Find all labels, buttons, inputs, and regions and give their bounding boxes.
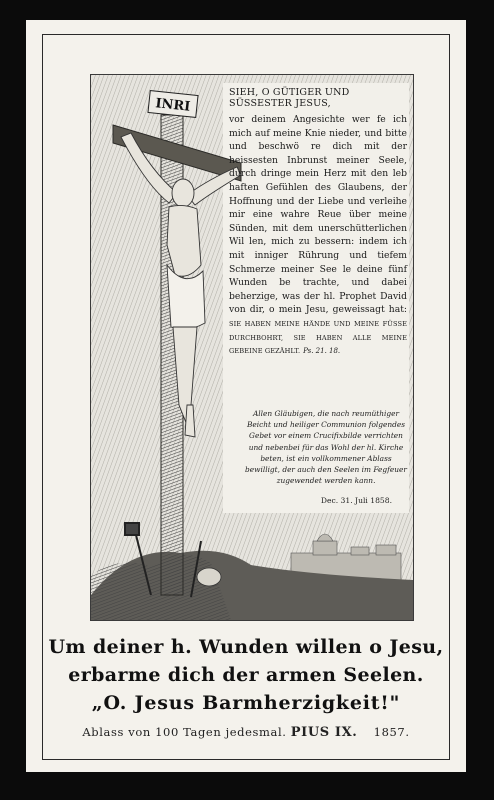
inri-sign (148, 91, 198, 118)
footer-line-1: Um deiner h. Wunden willen o Jesu, (48, 636, 444, 658)
prayer-body-wrap (229, 113, 407, 359)
skull (197, 568, 221, 586)
ablass-text: Ablass von 100 Tagen jedesmal. (82, 725, 287, 739)
prayer-reference: Ps. 21. 18. (303, 347, 341, 356)
footer-invocation: „O. Jesus Barmherzigkeit!" (91, 692, 401, 714)
prayer-body: vor deinem Angesichte wer fe ich mich auf meine Knie nieder, und bitte und beschwö re dich mit der heissesten Inbrunst meiner Seele, durch dringe mein Herz mit den leb haften Gefühlen des Glaubens, der Hoffnung und der Liebe und verleihe mir eine wahre Reue über meine Sünden, mit dem unerschütterlichen Wil len, mich zu bessern: indem ich mit inniger Rührung und tiefem Schmerze meiner See le deine fünf Wunden be trachte, und dabei beherzige, was der hl. Prophet David von dir, o mein Jesu, geweissagt hat: (229, 114, 407, 316)
pope-name: PIUS IX. (290, 725, 358, 740)
crucifixion-engraving (90, 74, 414, 621)
indulgence-note: Allen Gläubigen, die nach reumüthiger Beicht und heiliger Communion folgendes Gebet vor einem Crucifixbilde verrichten und nebenbei für das Wohl der hl. Kirche beten, ist ein vollkommener Ablass bewilligt, der auch den Seelen im Fegfeuer zugewendet werden kann. (245, 409, 407, 486)
decree-date: Dec. 31. Juli 1858. (320, 496, 392, 505)
ablass-year: 1857. (373, 725, 410, 739)
prayer-quote: SIE HABEN MEINE HÄNDE UND MEINE FÜSSE DURCHBOHRT, SIE HABEN ALLE MEINE GEBEINE GEZÄHLT. (229, 319, 407, 356)
prayer-text-block (229, 87, 407, 359)
footer-line-2: erbarme dich der armen Seelen. (68, 664, 424, 686)
prayer-heading: SIEH, O GÜTIGER UND SÜSSESTER JESUS, (229, 87, 350, 109)
footer-ablass-line (42, 725, 450, 740)
inri-text: INRI (154, 96, 191, 115)
